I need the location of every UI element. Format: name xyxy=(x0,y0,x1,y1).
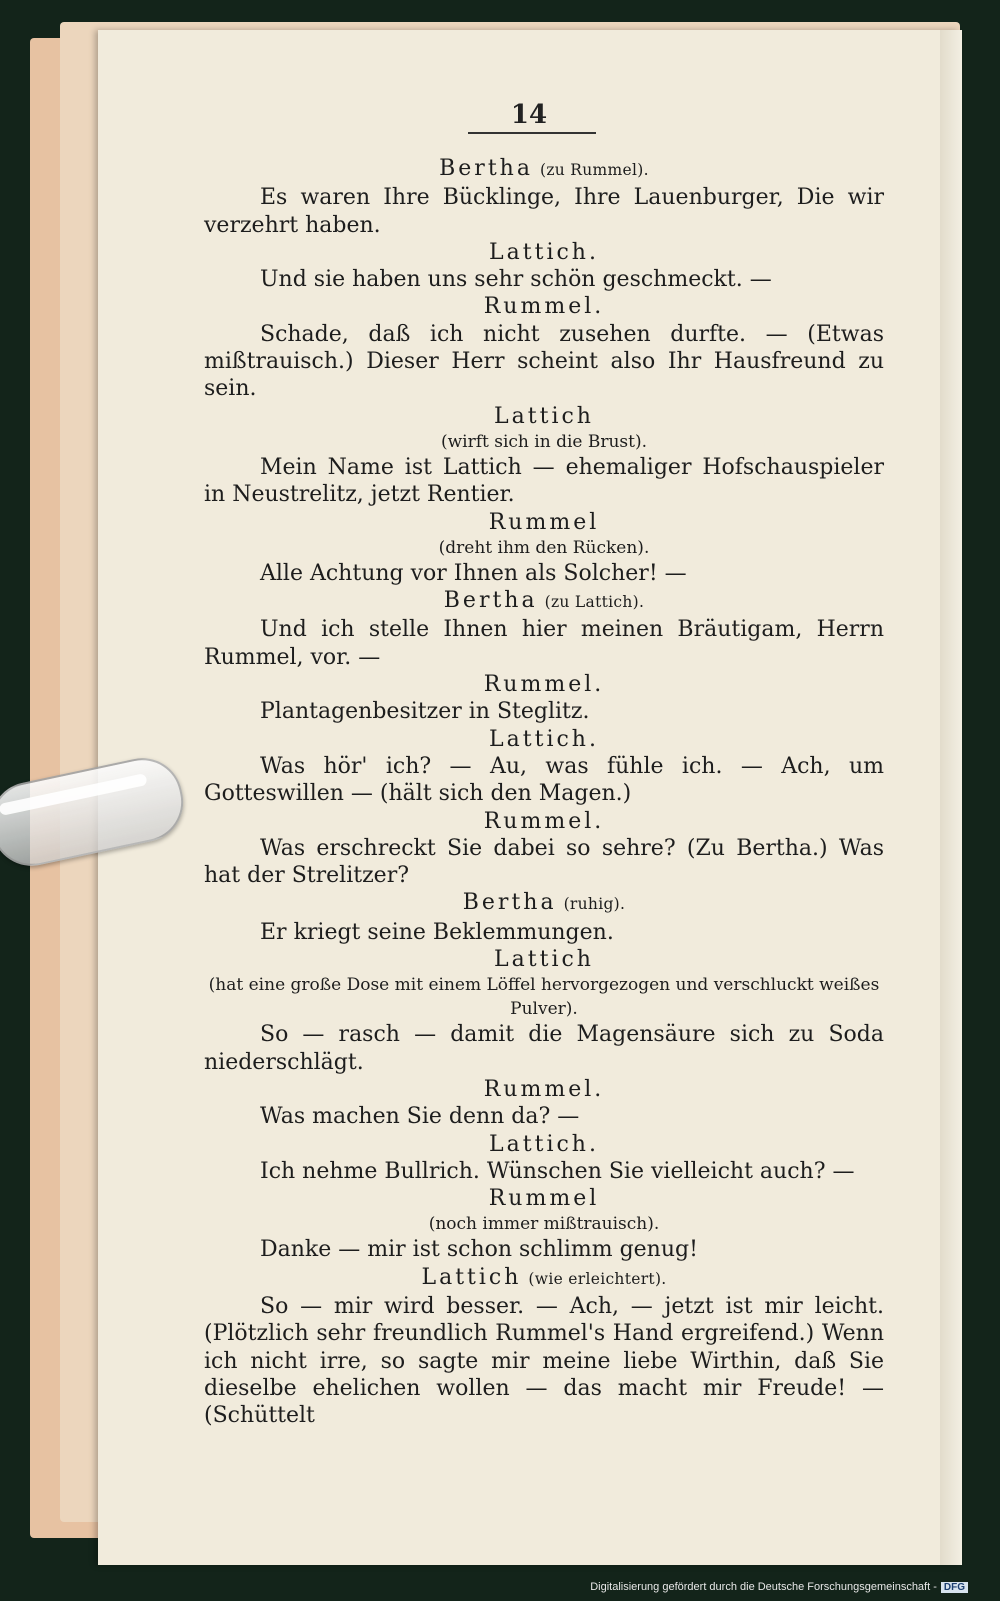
dialogue-line: Schade, daß ich nicht zusehen durfte. — (Etwas mißtrauisch.) Dieser Herr scheint also Ihr Hausfreund zu sein. xyxy=(204,321,884,402)
speaker-line: Bertha (zu Lattich). xyxy=(443,588,645,614)
dialogue-line: Er kriegt seine Beklemmungen. xyxy=(260,919,614,945)
dialogue-line: Was erschreckt Sie dabei so sehre? (Zu Bertha.) Was hat der Strelitzer? xyxy=(204,835,884,889)
page-edge xyxy=(940,30,962,1565)
speaker-line: Rummel. xyxy=(483,294,605,320)
speaker-line: Rummel. xyxy=(483,672,605,698)
dfg-logo: DFG xyxy=(941,1582,968,1593)
speaker-line: Lattich (wie erleichtert). xyxy=(421,1264,667,1290)
dialogue-line: Mein Name ist Lattich — ehemaliger Hofschauspieler in Neustrelitz, jetzt Rentier. xyxy=(204,454,884,508)
speaker-line: Rummel. xyxy=(483,808,605,834)
dialogue-line: Ich nehme Bullrich. Wünschen Sie vielleicht auch? — xyxy=(260,1158,855,1184)
page-number: 14 xyxy=(510,100,548,130)
stage-direction: (wirft sich in die Brust). xyxy=(440,431,648,452)
speaker-line: Lattich. xyxy=(489,1131,599,1157)
footer-credit-text: Digitalisierung gefördert durch die Deutsche Forschungsgemeinschaft - xyxy=(590,1581,937,1593)
speaker-line: Rummel xyxy=(488,1186,600,1212)
stage-direction: (dreht ihm den Rücken). xyxy=(438,537,650,558)
footer-credit xyxy=(590,1581,968,1593)
dialogue-line: Es waren Ihre Bücklinge, Ihre Lauenburger, Die wir verzehrt haben. xyxy=(204,185,884,238)
speaker-line: Lattich xyxy=(494,403,594,429)
page-number-rule xyxy=(468,132,596,134)
dialogue-line: Plantagenbesitzer in Steglitz. xyxy=(260,699,590,725)
speaker-line: Lattich. xyxy=(489,239,599,265)
dialogue-line: Alle Achtung vor Ihnen als Solcher! — xyxy=(260,560,687,586)
stage-direction: (hat eine große Dose mit einem Löffel hervorgezogen und verschluckt weißes Pulver). xyxy=(208,975,880,1020)
dialogue-line: Und ich stelle Ihnen hier meinen Bräutigam, Herrn Rummel, vor. — xyxy=(204,617,884,670)
speaker-line: Lattich xyxy=(494,947,594,973)
speaker-line: Lattich. xyxy=(489,726,599,752)
dialogue-line: Was hör' ich? — Au, was fühle ich. — Ach, um Gotteswillen — (hält sich den Magen.) xyxy=(204,753,884,807)
stage-direction: (noch immer mißtrauisch). xyxy=(428,1214,660,1235)
dialogue-line: Danke — mir ist schon schlimm genug! xyxy=(260,1237,698,1263)
page-text xyxy=(204,155,884,1429)
speaker-line: Rummel xyxy=(488,509,600,535)
glass-highlight xyxy=(0,773,148,816)
dialogue-line: So — rasch — damit die Magensäure sich zu Soda niederschlägt. xyxy=(204,1022,884,1075)
speaker-line: Rummel. xyxy=(483,1076,605,1102)
book-page xyxy=(98,30,960,1565)
dialogue-line: So — mir wird besser. — Ach, — jetzt ist mir leicht. (Plötzlich sehr freundlich Rummel's Hand ergreifend.) Wenn ich nicht irre, so sagte mir meine liebe Wirthin, daß Sie dieselbe ehelichen wollen — das macht mir Freude! — (Schüttelt xyxy=(204,1293,884,1429)
speaker-line: Bertha (zu Rummel). xyxy=(439,156,649,181)
speaker-line: Bertha (ruhig). xyxy=(462,890,626,916)
dialogue-line: Was machen Sie denn da? — xyxy=(260,1104,580,1130)
dialogue-line: Und sie haben uns sehr schön geschmeckt. — xyxy=(260,267,772,293)
